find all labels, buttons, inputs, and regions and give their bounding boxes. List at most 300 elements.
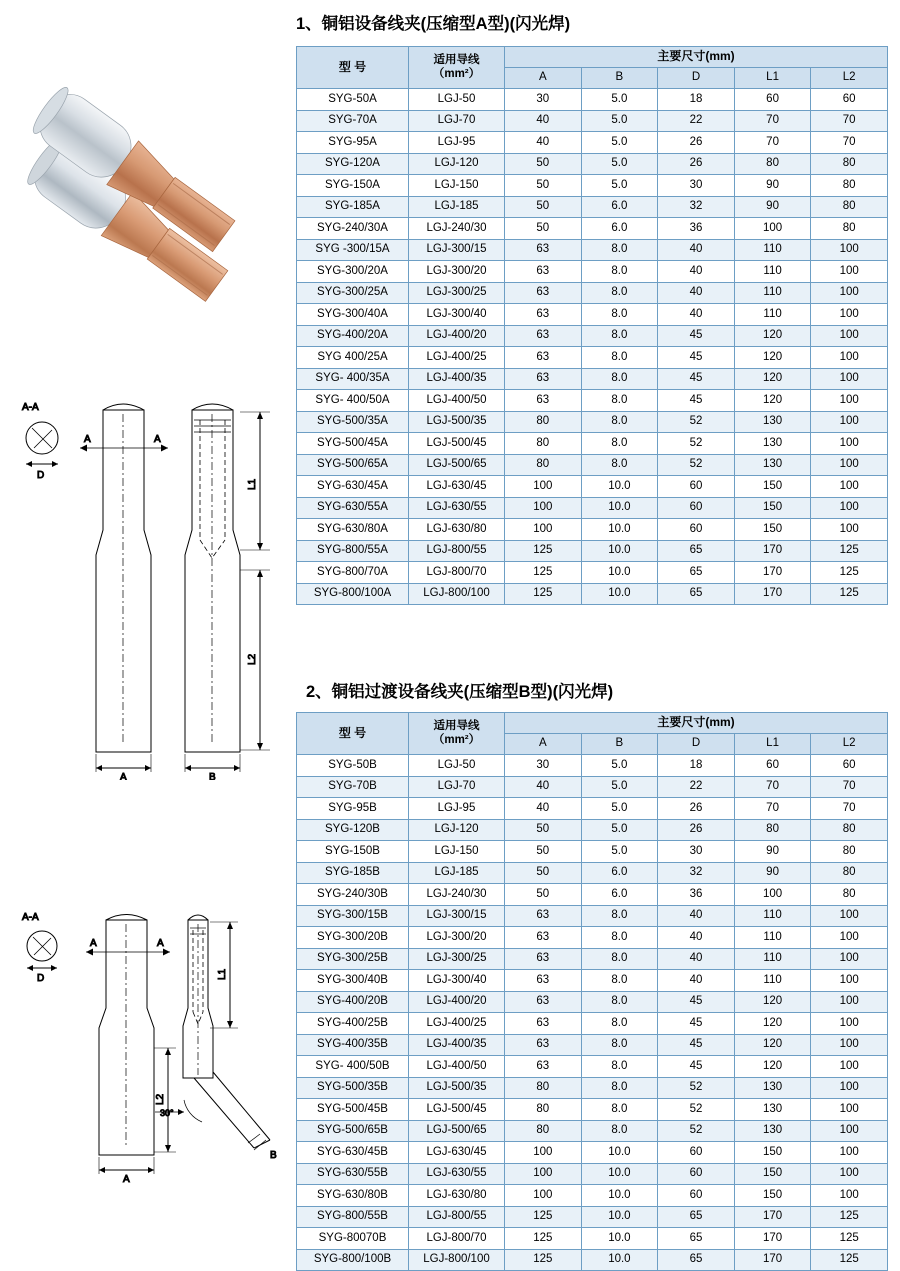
cell-b: 8.0 <box>581 325 658 347</box>
cell-model: SYG-800/100B <box>297 1249 409 1271</box>
cell-l1: 70 <box>734 132 811 154</box>
cell-model: SYG-300/40A <box>297 304 409 326</box>
cell-a: 50 <box>505 862 582 884</box>
table-row <box>297 282 888 304</box>
cell-b: 5.0 <box>581 819 658 841</box>
cell-l2: 125 <box>811 562 888 584</box>
cell-d: 52 <box>658 411 735 433</box>
section-2-heading: 2、铜铝过渡设备线夹(压缩型B型)(闪光焊) <box>306 683 614 701</box>
cell-wire: LGJ-300/15 <box>409 905 505 927</box>
cell-d: 65 <box>658 583 735 605</box>
cell-model: SYG- 400/50B <box>297 1056 409 1078</box>
cell-d: 45 <box>658 1034 735 1056</box>
spec-table-a-type <box>296 46 888 605</box>
cell-wire: LGJ-400/20 <box>409 991 505 1013</box>
cell-model: SYG-800/55B <box>297 1206 409 1228</box>
table-row <box>297 776 888 798</box>
label-a-left: A <box>84 434 91 445</box>
th-wire-line2: （mm²） <box>432 67 481 80</box>
cell-wire: LGJ-400/25 <box>409 1013 505 1035</box>
th-d: D <box>658 68 735 89</box>
cell-d: 40 <box>658 261 735 283</box>
cell-l2: 125 <box>811 583 888 605</box>
cell-l2: 100 <box>811 970 888 992</box>
cell-l1: 170 <box>734 562 811 584</box>
cell-l1: 120 <box>734 325 811 347</box>
cell-b: 8.0 <box>581 390 658 412</box>
th-b: B <box>581 68 658 89</box>
cell-l2: 100 <box>811 304 888 326</box>
table-row <box>297 583 888 605</box>
cell-a: 40 <box>505 798 582 820</box>
cell-wire: LGJ-400/50 <box>409 1056 505 1078</box>
cell-l2: 125 <box>811 1228 888 1250</box>
label-l2-a: L2 <box>247 653 258 665</box>
cell-b: 5.0 <box>581 132 658 154</box>
cell-wire: LGJ-500/45 <box>409 433 505 455</box>
cell-wire: LGJ-630/55 <box>409 1163 505 1185</box>
cell-d: 26 <box>658 819 735 841</box>
cell-l1: 120 <box>734 991 811 1013</box>
cell-b: 10.0 <box>581 497 658 519</box>
cell-l1: 60 <box>734 755 811 777</box>
cell-b: 8.0 <box>581 433 658 455</box>
cell-wire: LGJ-185 <box>409 862 505 884</box>
table-row <box>297 841 888 863</box>
cell-b: 8.0 <box>581 454 658 476</box>
cell-a: 125 <box>505 540 582 562</box>
cell-l1: 110 <box>734 282 811 304</box>
cell-d: 60 <box>658 1142 735 1164</box>
cell-l1: 150 <box>734 519 811 541</box>
cell-l2: 80 <box>811 841 888 863</box>
cell-wire: LGJ-630/45 <box>409 476 505 498</box>
table-row <box>297 519 888 541</box>
cell-wire: LGJ-400/20 <box>409 325 505 347</box>
cell-l1: 120 <box>734 1056 811 1078</box>
cell-d: 36 <box>658 884 735 906</box>
cell-d: 22 <box>658 110 735 132</box>
cell-wire: LGJ-50 <box>409 755 505 777</box>
label-d-a: D <box>37 470 45 481</box>
cell-d: 60 <box>658 519 735 541</box>
cell-wire: LGJ-120 <box>409 153 505 175</box>
cell-b: 8.0 <box>581 411 658 433</box>
cell-b: 8.0 <box>581 1013 658 1035</box>
cell-model: SYG-800/55A <box>297 540 409 562</box>
cell-l1: 110 <box>734 261 811 283</box>
cell-b: 10.0 <box>581 519 658 541</box>
th-wire-b-line2: （mm²） <box>432 733 481 746</box>
cell-a: 100 <box>505 476 582 498</box>
cell-wire: LGJ-300/25 <box>409 948 505 970</box>
table-row <box>297 1142 888 1164</box>
cell-b: 5.0 <box>581 755 658 777</box>
cell-model: SYG -300/15A <box>297 239 409 261</box>
cell-a: 50 <box>505 218 582 240</box>
table-b-head <box>297 713 888 755</box>
cell-l2: 100 <box>811 1099 888 1121</box>
cell-model: SYG-50B <box>297 755 409 777</box>
cell-d: 40 <box>658 905 735 927</box>
cell-l2: 100 <box>811 411 888 433</box>
product-photo <box>20 55 288 355</box>
cell-l1: 130 <box>734 1099 811 1121</box>
table-row <box>297 368 888 390</box>
table-row <box>297 991 888 1013</box>
cell-l1: 130 <box>734 454 811 476</box>
cell-d: 60 <box>658 1163 735 1185</box>
drawing-b-type <box>8 900 290 1185</box>
cell-l1: 130 <box>734 433 811 455</box>
cell-a: 80 <box>505 454 582 476</box>
cell-b: 8.0 <box>581 261 658 283</box>
cell-wire: LGJ-300/15 <box>409 239 505 261</box>
cell-model: SYG-185B <box>297 862 409 884</box>
cell-d: 52 <box>658 1077 735 1099</box>
cell-model: SYG-630/45B <box>297 1142 409 1164</box>
th-wire-b <box>409 713 505 755</box>
cell-l1: 110 <box>734 970 811 992</box>
cell-d: 40 <box>658 282 735 304</box>
cell-l1: 100 <box>734 884 811 906</box>
cell-l2: 100 <box>811 1185 888 1207</box>
cell-a: 63 <box>505 991 582 1013</box>
table-row <box>297 1077 888 1099</box>
table-a-body <box>297 89 888 605</box>
th-a: A <box>505 68 582 89</box>
cell-b: 10.0 <box>581 562 658 584</box>
cell-d: 45 <box>658 347 735 369</box>
product-photo-svg <box>20 55 288 355</box>
cell-b: 10.0 <box>581 540 658 562</box>
cell-model: SYG-300/40B <box>297 970 409 992</box>
cell-d: 32 <box>658 862 735 884</box>
table-row <box>297 153 888 175</box>
cell-a: 40 <box>505 110 582 132</box>
table-row <box>297 454 888 476</box>
cell-model: SYG-300/25A <box>297 282 409 304</box>
cell-b: 10.0 <box>581 583 658 605</box>
cell-model: SYG-80070B <box>297 1228 409 1250</box>
cell-a: 40 <box>505 132 582 154</box>
cell-a: 80 <box>505 411 582 433</box>
cell-b: 10.0 <box>581 1163 658 1185</box>
cell-d: 60 <box>658 476 735 498</box>
cell-a: 125 <box>505 1206 582 1228</box>
cell-wire: LGJ-630/55 <box>409 497 505 519</box>
th-b-b: B <box>581 734 658 755</box>
cell-l2: 70 <box>811 798 888 820</box>
cell-b: 10.0 <box>581 1228 658 1250</box>
cell-a: 50 <box>505 884 582 906</box>
cell-b: 8.0 <box>581 1120 658 1142</box>
cell-d: 18 <box>658 755 735 777</box>
table-row <box>297 884 888 906</box>
cell-l1: 110 <box>734 304 811 326</box>
cell-d: 65 <box>658 1249 735 1271</box>
cell-wire: LGJ-150 <box>409 175 505 197</box>
cell-l2: 80 <box>811 862 888 884</box>
cell-b: 5.0 <box>581 175 658 197</box>
cell-l1: 150 <box>734 1163 811 1185</box>
th-wire <box>409 47 505 89</box>
cell-l2: 125 <box>811 1206 888 1228</box>
cell-d: 45 <box>658 991 735 1013</box>
cell-wire: LGJ-70 <box>409 776 505 798</box>
cell-a: 63 <box>505 239 582 261</box>
cell-wire: LGJ-95 <box>409 798 505 820</box>
th-wire-line1: 适用导线 <box>433 54 480 67</box>
cell-l1: 120 <box>734 390 811 412</box>
cell-l2: 125 <box>811 1249 888 1271</box>
cell-l1: 130 <box>734 411 811 433</box>
cell-l1: 90 <box>734 175 811 197</box>
cell-l1: 70 <box>734 798 811 820</box>
cell-b: 8.0 <box>581 304 658 326</box>
cell-model: SYG-400/25B <box>297 1013 409 1035</box>
cell-d: 65 <box>658 1228 735 1250</box>
table-row <box>297 347 888 369</box>
cell-l1: 170 <box>734 1228 811 1250</box>
th-a-b: A <box>505 734 582 755</box>
cell-a: 80 <box>505 1099 582 1121</box>
cell-wire: LGJ-500/35 <box>409 411 505 433</box>
cell-model: SYG-120B <box>297 819 409 841</box>
cell-b: 8.0 <box>581 948 658 970</box>
cell-a: 40 <box>505 776 582 798</box>
drawing-a-type <box>8 390 290 780</box>
cell-d: 26 <box>658 132 735 154</box>
cell-model: SYG-300/20A <box>297 261 409 283</box>
table-row <box>297 755 888 777</box>
cell-d: 52 <box>658 454 735 476</box>
cell-b: 10.0 <box>581 1185 658 1207</box>
cell-a: 63 <box>505 970 582 992</box>
table-row <box>297 110 888 132</box>
cell-model: SYG-630/80A <box>297 519 409 541</box>
cell-model: SYG-240/30B <box>297 884 409 906</box>
cell-d: 26 <box>658 153 735 175</box>
cell-l1: 170 <box>734 1249 811 1271</box>
cell-wire: LGJ-800/55 <box>409 540 505 562</box>
table-row <box>297 540 888 562</box>
cell-d: 40 <box>658 948 735 970</box>
table-row <box>297 1163 888 1185</box>
cell-l2: 100 <box>811 1120 888 1142</box>
cell-wire: LGJ-120 <box>409 819 505 841</box>
cell-l1: 100 <box>734 218 811 240</box>
cell-d: 65 <box>658 562 735 584</box>
cell-model: SYG-300/20B <box>297 927 409 949</box>
cell-b: 5.0 <box>581 776 658 798</box>
cell-d: 30 <box>658 175 735 197</box>
label-b-bottom: B <box>209 772 216 780</box>
cell-wire: LGJ-50 <box>409 89 505 111</box>
cell-b: 10.0 <box>581 476 658 498</box>
cell-l1: 150 <box>734 1185 811 1207</box>
cell-wire: LGJ-400/50 <box>409 390 505 412</box>
label-a-right-b: A <box>157 938 164 949</box>
cell-l1: 90 <box>734 841 811 863</box>
cell-d: 40 <box>658 970 735 992</box>
label-a-bottom-b: A <box>123 1174 130 1185</box>
cell-wire: LGJ-70 <box>409 110 505 132</box>
cell-a: 100 <box>505 519 582 541</box>
cell-b: 5.0 <box>581 153 658 175</box>
cell-wire: LGJ-630/80 <box>409 519 505 541</box>
cell-a: 50 <box>505 841 582 863</box>
cell-model: SYG 400/25A <box>297 347 409 369</box>
cell-l2: 100 <box>811 1013 888 1035</box>
table-row <box>297 819 888 841</box>
cell-l2: 100 <box>811 282 888 304</box>
cell-b: 8.0 <box>581 1099 658 1121</box>
cell-model: SYG-95B <box>297 798 409 820</box>
cell-d: 52 <box>658 1099 735 1121</box>
cell-a: 100 <box>505 497 582 519</box>
cell-model: SYG-300/25B <box>297 948 409 970</box>
cell-d: 26 <box>658 798 735 820</box>
th-dimension-group: 主要尺寸(mm) <box>505 47 888 68</box>
cell-b: 8.0 <box>581 991 658 1013</box>
table-row <box>297 970 888 992</box>
cell-l2: 100 <box>811 390 888 412</box>
table-row <box>297 905 888 927</box>
cell-l1: 110 <box>734 905 811 927</box>
cell-l1: 110 <box>734 927 811 949</box>
table-row <box>297 261 888 283</box>
table-row <box>297 411 888 433</box>
cell-model: SYG-500/35B <box>297 1077 409 1099</box>
cell-a: 125 <box>505 1228 582 1250</box>
cell-model: SYG-120A <box>297 153 409 175</box>
cell-l2: 60 <box>811 755 888 777</box>
cell-d: 40 <box>658 304 735 326</box>
th-l2-b: L2 <box>811 734 888 755</box>
cell-l1: 90 <box>734 862 811 884</box>
cell-l2: 100 <box>811 991 888 1013</box>
cell-wire: LGJ-400/35 <box>409 368 505 390</box>
table-row <box>297 562 888 584</box>
cell-b: 10.0 <box>581 1206 658 1228</box>
table-row <box>297 1249 888 1271</box>
cell-b: 10.0 <box>581 1249 658 1271</box>
cell-l2: 80 <box>811 218 888 240</box>
cell-l2: 100 <box>811 497 888 519</box>
cell-d: 40 <box>658 927 735 949</box>
cell-b: 8.0 <box>581 970 658 992</box>
cell-b: 6.0 <box>581 196 658 218</box>
table-row <box>297 132 888 154</box>
cell-l2: 100 <box>811 368 888 390</box>
cell-b: 10.0 <box>581 1142 658 1164</box>
cell-d: 32 <box>658 196 735 218</box>
table-row <box>297 304 888 326</box>
table-row <box>297 390 888 412</box>
cell-a: 30 <box>505 89 582 111</box>
cell-a: 63 <box>505 368 582 390</box>
table-row <box>297 325 888 347</box>
cell-b: 8.0 <box>581 1034 658 1056</box>
cell-wire: LGJ-800/100 <box>409 583 505 605</box>
cell-wire: LGJ-95 <box>409 132 505 154</box>
cell-l2: 80 <box>811 153 888 175</box>
cell-wire: LGJ-300/25 <box>409 282 505 304</box>
cell-l1: 170 <box>734 1206 811 1228</box>
cell-b: 6.0 <box>581 884 658 906</box>
cell-a: 50 <box>505 819 582 841</box>
table-row <box>297 175 888 197</box>
table-row <box>297 196 888 218</box>
cell-model: SYG-800/70A <box>297 562 409 584</box>
cell-model: SYG-500/45B <box>297 1099 409 1121</box>
cell-d: 45 <box>658 1013 735 1035</box>
cell-a: 50 <box>505 175 582 197</box>
cell-l1: 70 <box>734 110 811 132</box>
cell-a: 63 <box>505 304 582 326</box>
table-row <box>297 927 888 949</box>
cell-a: 63 <box>505 1056 582 1078</box>
table-row <box>297 1013 888 1035</box>
cell-l1: 110 <box>734 948 811 970</box>
cell-wire: LGJ-800/70 <box>409 1228 505 1250</box>
cell-wire: LGJ-300/20 <box>409 927 505 949</box>
cell-d: 45 <box>658 325 735 347</box>
th-model-b: 型 号 <box>297 713 409 755</box>
cell-l2: 60 <box>811 89 888 111</box>
cell-a: 63 <box>505 325 582 347</box>
cell-l1: 120 <box>734 1034 811 1056</box>
table-row <box>297 862 888 884</box>
cell-a: 125 <box>505 1249 582 1271</box>
cell-d: 65 <box>658 1206 735 1228</box>
cell-wire: LGJ-240/30 <box>409 884 505 906</box>
label-angle-b: 30° <box>160 1108 174 1118</box>
cell-wire: LGJ-500/65 <box>409 454 505 476</box>
cell-b: 5.0 <box>581 841 658 863</box>
cell-l2: 100 <box>811 476 888 498</box>
label-b-b: B <box>270 1150 277 1161</box>
cell-l2: 100 <box>811 454 888 476</box>
cell-a: 80 <box>505 1077 582 1099</box>
cell-a: 63 <box>505 1013 582 1035</box>
cell-d: 45 <box>658 390 735 412</box>
cell-l2: 100 <box>811 433 888 455</box>
cell-model: SYG- 400/50A <box>297 390 409 412</box>
cell-l2: 125 <box>811 540 888 562</box>
cell-l2: 100 <box>811 1034 888 1056</box>
label-l2-b: L2 <box>155 1093 166 1105</box>
th-wire-b-line1: 适用导线 <box>433 720 480 733</box>
cell-a: 63 <box>505 948 582 970</box>
cell-wire: LGJ-300/20 <box>409 261 505 283</box>
cell-l1: 120 <box>734 347 811 369</box>
drawing-a-type-svg <box>8 390 290 780</box>
cell-l2: 100 <box>811 1056 888 1078</box>
cell-a: 63 <box>505 927 582 949</box>
label-d-b: D <box>37 973 45 984</box>
cell-l1: 120 <box>734 368 811 390</box>
cell-b: 5.0 <box>581 89 658 111</box>
th-l1-b: L1 <box>734 734 811 755</box>
cell-d: 60 <box>658 1185 735 1207</box>
cell-b: 8.0 <box>581 905 658 927</box>
cell-model: SYG-185A <box>297 196 409 218</box>
cell-l2: 100 <box>811 325 888 347</box>
cell-b: 5.0 <box>581 798 658 820</box>
cell-model: SYG-500/65A <box>297 454 409 476</box>
